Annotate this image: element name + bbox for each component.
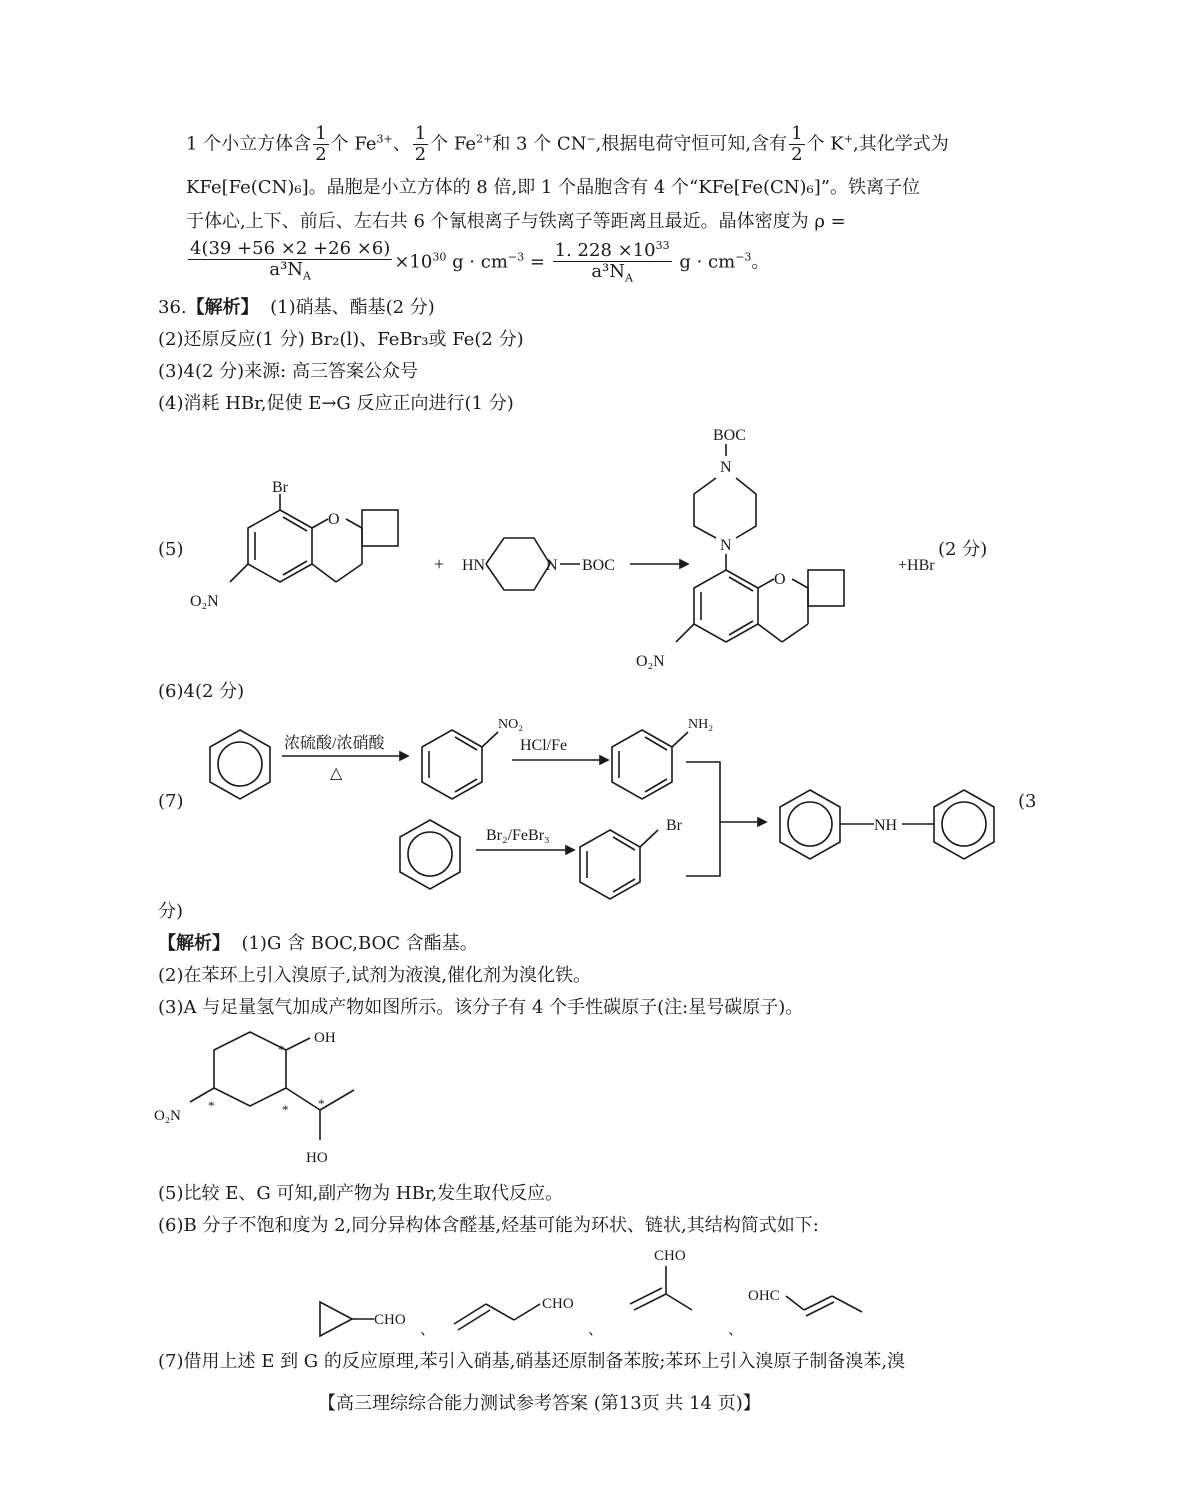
label-o2n: O₂N bbox=[190, 593, 219, 610]
q36-answer-7-score-cont: 分) bbox=[158, 901, 184, 922]
isomer-cyclopropyl-aldehyde bbox=[320, 1302, 406, 1336]
label-cho-2: CHO bbox=[542, 1296, 574, 1312]
chiral-star-3: * bbox=[282, 1102, 289, 1117]
fraction-half-1: $\frac{1}{2}$ bbox=[315, 123, 327, 165]
analysis-line-1: 【解析】 (1)G 含 BOC,BOC 含酯基。 bbox=[158, 933, 478, 954]
chiral-star-1: * bbox=[278, 1042, 285, 1057]
label-boc: BOC bbox=[582, 557, 615, 574]
label-nh: NH bbox=[874, 817, 898, 834]
analysis-line-3: (3)A 与足量氢气加成产物如图所示。该分子有 4 个手性碳原子(注:星号碳原子)。 bbox=[158, 997, 804, 1018]
para-line-1: 1 个小立方体含 $\frac{1}{2}$ 个 $Fe^{3+}$、 $\frac{1}{2}$ 个 $Fe^{2+}$和 3 个 CN−,根据电荷守恒可知,含有 $\frac{1}{2}$ 个 K+,其化学式为 bbox=[186, 123, 949, 165]
reagent-heat: △ bbox=[330, 765, 343, 782]
reactant-spiro-chromane bbox=[190, 479, 398, 610]
analysis-line-7: (7)借用上述 E 到 G 的反应原理,苯引入硝基,硝基还原制备苯胺;苯环上引入溴原子制备溴苯,溴 bbox=[158, 1351, 906, 1372]
benzene-1 bbox=[210, 730, 270, 799]
separator-2: 、 bbox=[588, 1322, 604, 1338]
para-line-2: KFe[Fe(CN)₆]。晶胞是小立方体的 8 倍,即 1 个晶胞含有 4 个“KFe[Fe(CN)₆]”。铁离子位 bbox=[186, 177, 920, 198]
product-boc-piperazine-chromane bbox=[636, 427, 844, 670]
label-n-bottom: N bbox=[720, 537, 732, 554]
fraction-half-2: $\frac{1}{2}$ bbox=[414, 123, 427, 165]
isomer-butenal bbox=[454, 1296, 574, 1330]
analysis-line-2: (2)在苯环上引入溴原子,试剂为液溴,催化剂为溴化铁。 bbox=[158, 965, 591, 986]
label-o2n-product: O₂N bbox=[636, 653, 665, 670]
q36-answer-7-score: (3 bbox=[1018, 791, 1037, 812]
plus-sign: + bbox=[434, 554, 445, 574]
density-fraction-1: $\frac{4(39 +56 \times 2 +26 \times 6)}{a^3N_A}$ bbox=[190, 237, 391, 283]
benzene-2 bbox=[400, 820, 460, 889]
page-footer: 【高三理综综合能力测试参考答案 (第13页 共 14 页)】 bbox=[318, 1393, 761, 1414]
q36-answer-3: (3)4(2 分)来源: 高三答案公众号 bbox=[158, 361, 418, 382]
isomer-methacrolein bbox=[630, 1248, 692, 1310]
isomer-structures bbox=[310, 1240, 910, 1340]
q36-answer-6: (6)4(2 分) bbox=[158, 681, 245, 702]
label-ho: HO bbox=[306, 1150, 328, 1166]
density-fraction-2: $\frac{1. 228 \times 10^{33}}{a^3N_A}$ bbox=[553, 236, 672, 289]
reagent-nitration: 浓硫酸/浓硝酸 bbox=[284, 735, 385, 752]
separator-3: 、 bbox=[728, 1322, 744, 1338]
label-n-top: N bbox=[720, 459, 732, 476]
reactant-piperazine-boc bbox=[462, 538, 615, 590]
q36-answer-2: (2)还原反应(1 分) Br₂(l)、FeBr₃或 Fe(2 分) bbox=[158, 329, 524, 350]
label-cho-1: CHO bbox=[374, 1312, 406, 1328]
analysis-line-5: (5)比较 E、G 可知,副产物为 HBr,发生取代反应。 bbox=[158, 1183, 564, 1204]
chiral-star-2: * bbox=[208, 1098, 215, 1113]
label-o-ring: O bbox=[328, 511, 340, 528]
label-o2n-mol3: O₂N bbox=[154, 1108, 181, 1124]
fraction-half-3: $\frac{1}{2}$ bbox=[791, 123, 803, 165]
synthesis-scheme-7 bbox=[190, 700, 1040, 900]
label-br: Br bbox=[272, 479, 288, 496]
q36-answer-7-label: (7) bbox=[158, 791, 184, 812]
label-nh2: NH₂ bbox=[688, 717, 714, 732]
aniline bbox=[612, 717, 713, 799]
q36-answer-5-label: (5) bbox=[158, 539, 184, 560]
density-formula: $\frac{4(39 +56 \times 2 +26 \times 6)}{a^3N_A}$ $\times 10^{30}$ $g \cdot cm^{-3}$ = $\frac{1. 228 \times 10^{33}}{a^3N_A}$ $g \cdot cm^{-3}$。 bbox=[186, 236, 769, 289]
label-n: N bbox=[546, 557, 558, 574]
reagent-reduction: HCl/Fe bbox=[520, 737, 568, 754]
reaction-5-diagram bbox=[180, 420, 1040, 680]
separator-1: 、 bbox=[420, 1322, 436, 1338]
q36-header: 36.【解析】 (1)硝基、酯基(2 分) bbox=[158, 297, 435, 318]
chiral-star-4: * bbox=[318, 1096, 325, 1111]
label-hbr: +HBr bbox=[898, 557, 935, 574]
label-br-7: Br bbox=[666, 817, 682, 834]
hydrogenated-product-diagram bbox=[150, 1020, 410, 1170]
label-no2: NO₂ bbox=[498, 717, 524, 732]
label-cho-3: CHO bbox=[654, 1248, 686, 1264]
reagent-bromination: Br₂/FeBr₃ bbox=[486, 827, 550, 844]
label-hn: HN bbox=[462, 557, 486, 574]
analysis-line-6: (6)B 分子不饱和度为 2,同分异构体含醛基,烃基可能为环状、链状,其结构简式如下: bbox=[158, 1215, 819, 1236]
nitrobenzene bbox=[422, 717, 523, 799]
diphenylamine bbox=[780, 790, 994, 859]
label-o-product: O bbox=[774, 571, 786, 588]
label-boc-top: BOC bbox=[713, 427, 746, 444]
para-line-3: 于体心,上下、前后、左右共 6 个氰根离子与铁离子等距离且最近。晶体密度为 ρ = bbox=[186, 211, 846, 232]
label-ohc: OHC bbox=[748, 1288, 780, 1304]
bromobenzene bbox=[580, 817, 683, 899]
label-oh: OH bbox=[314, 1030, 336, 1046]
isomer-crotonaldehyde bbox=[748, 1288, 862, 1316]
q36-answer-5-score: (2 分) bbox=[938, 539, 988, 560]
q36-answer-4: (4)消耗 HBr,促使 E→G 反应正向进行(1 分) bbox=[158, 393, 514, 414]
